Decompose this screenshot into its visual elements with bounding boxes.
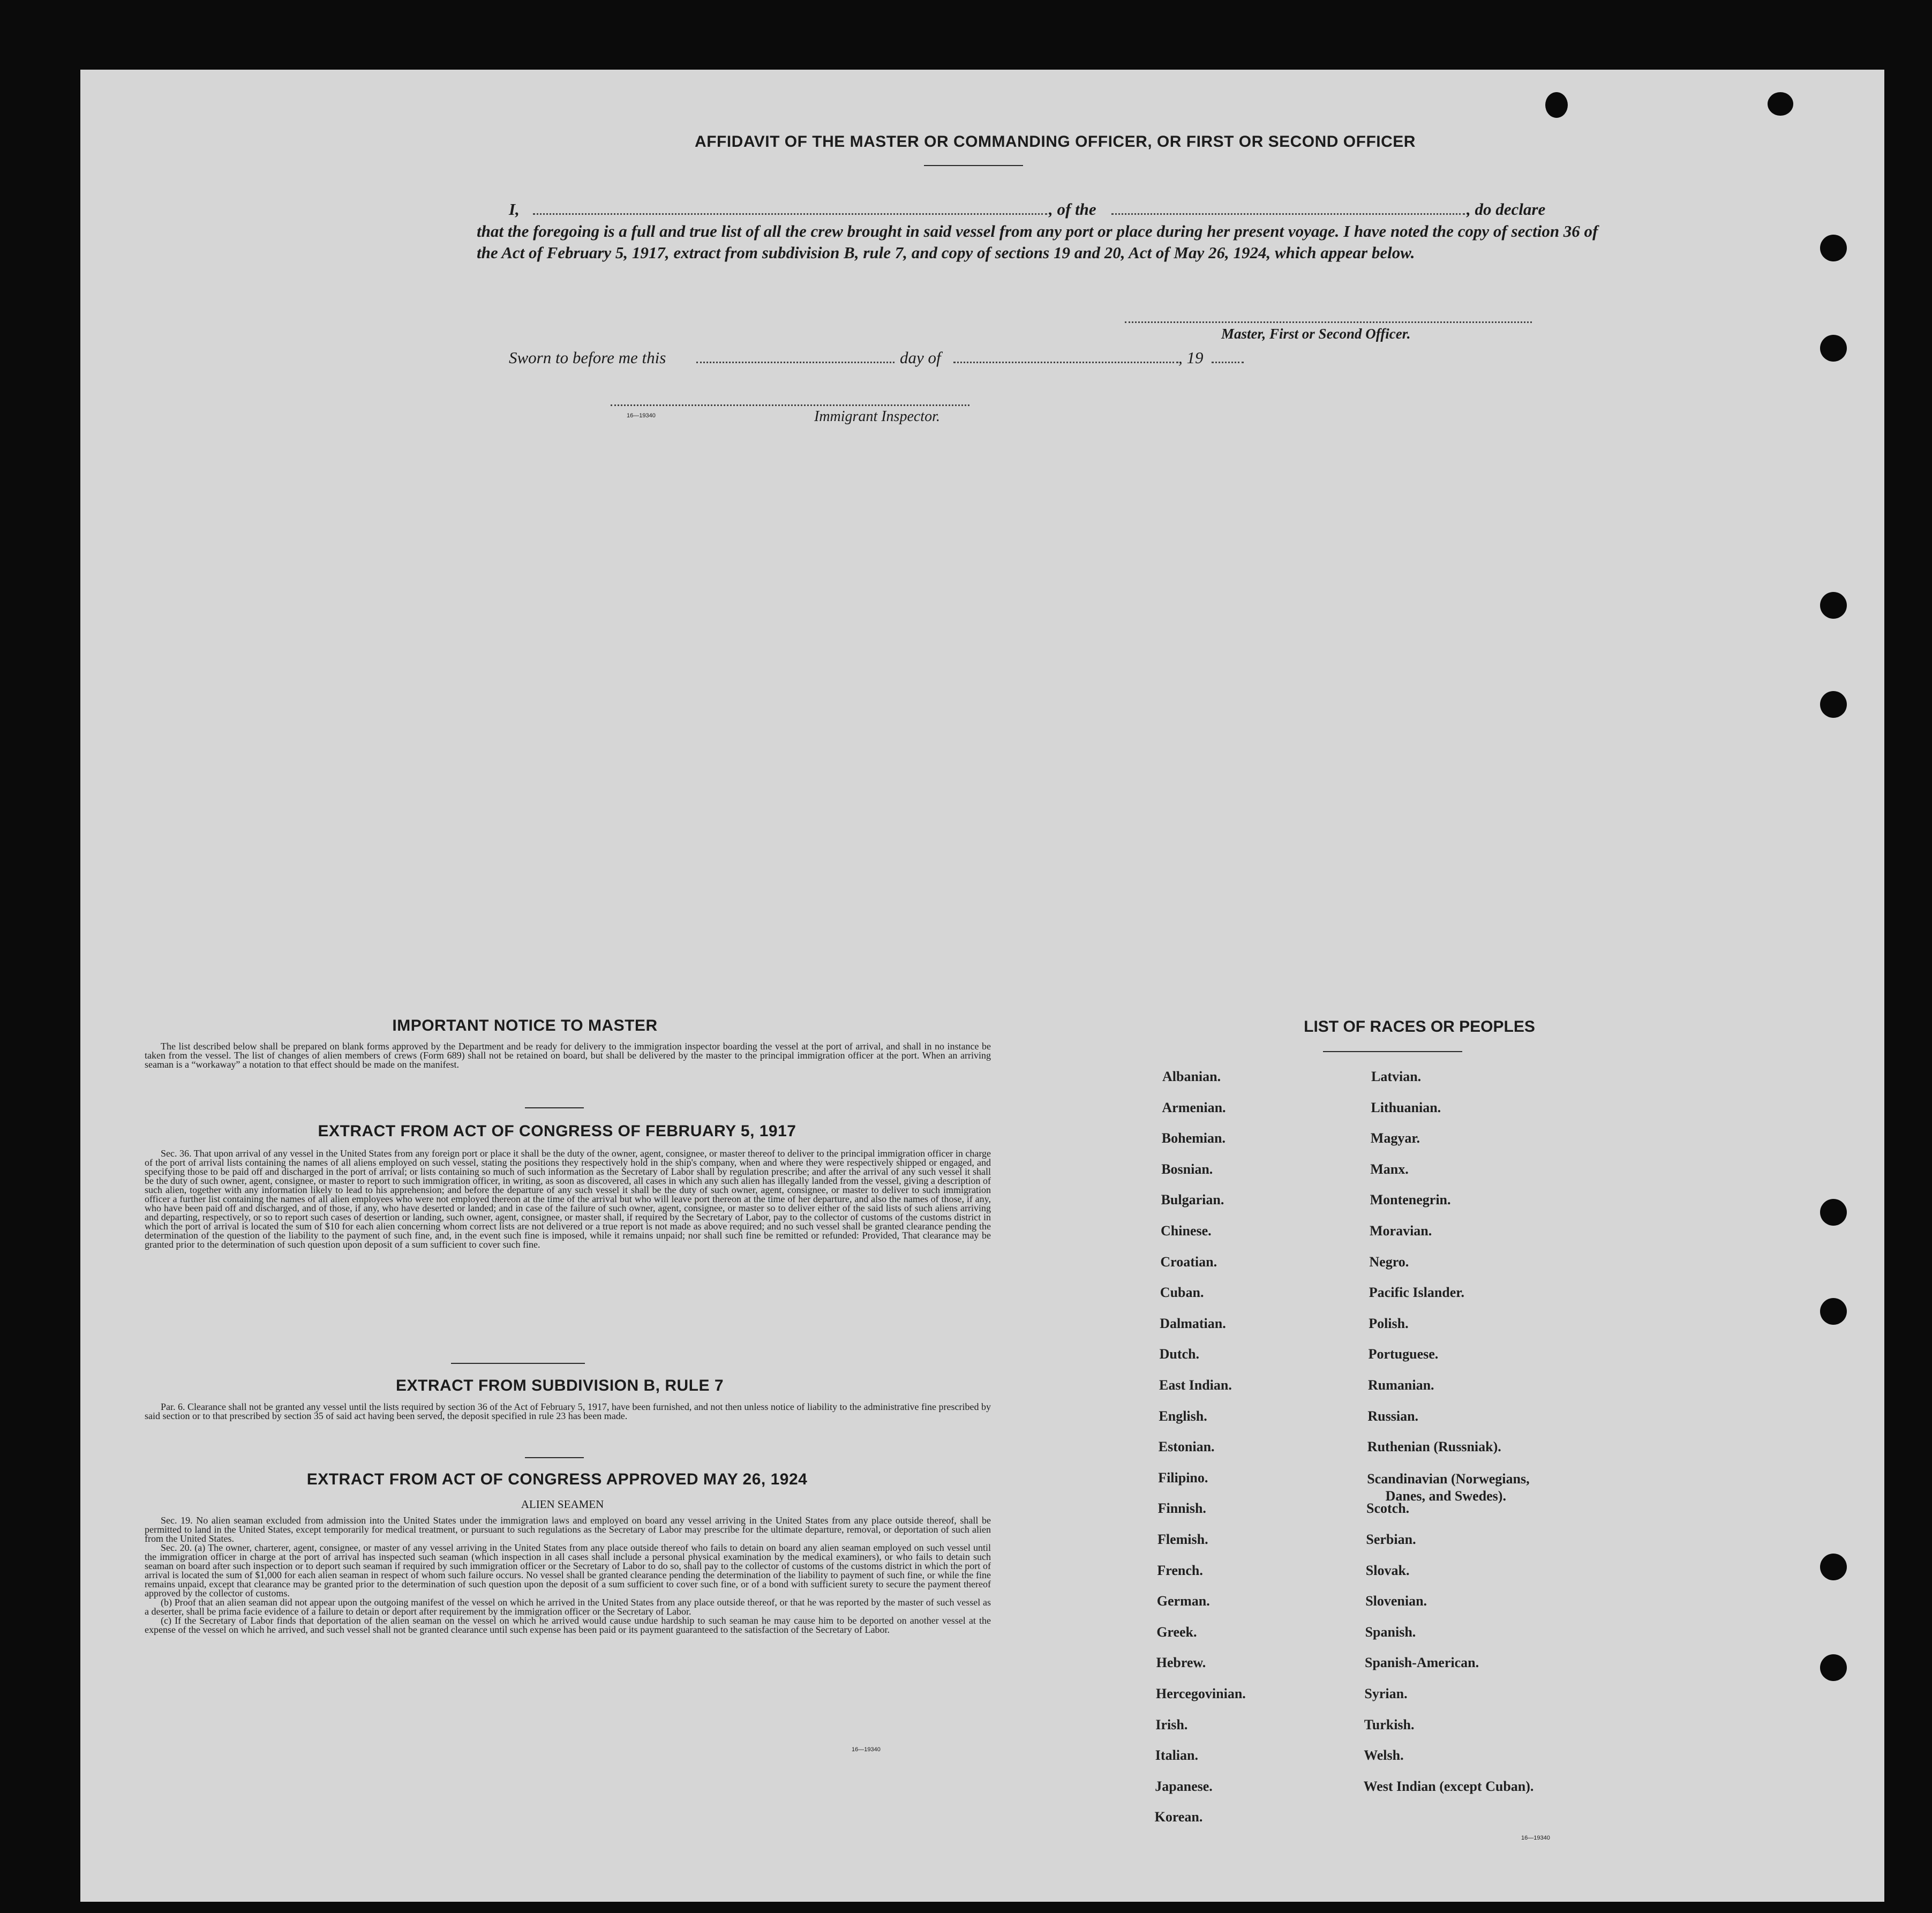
- race-item: Albanian.: [1162, 1069, 1221, 1084]
- form-code: 16—19340: [1521, 1835, 1550, 1841]
- race-item: Italian.: [1155, 1747, 1198, 1764]
- race-item: Turkish.: [1364, 1716, 1415, 1732]
- notice-title: IMPORTANT NOTICE TO MASTER: [392, 1017, 658, 1034]
- affidavit-of-the-label: , of the: [1049, 200, 1096, 219]
- race-item: Danes, and Swedes).: [1385, 1488, 1506, 1504]
- inspector-signature-line[interactable]: [611, 404, 969, 406]
- extract-1917-title: EXTRACT FROM ACT OF CONGRESS OF FEBRUARY 5, 1917: [318, 1122, 796, 1140]
- race-item: Hebrew.: [1156, 1655, 1206, 1671]
- name-blank-line[interactable]: [533, 213, 1047, 215]
- inspector-label: Immigrant Inspector.: [814, 408, 940, 425]
- section-divider: [451, 1363, 585, 1364]
- section-divider: [525, 1107, 584, 1108]
- race-item: Scotch.: [1366, 1501, 1410, 1517]
- affidavit-declare-label: , do declare: [1467, 200, 1546, 219]
- race-item: Bosnian.: [1161, 1161, 1213, 1177]
- sec-20c-text: (c) If the Secretary of Labor finds that deportation of the alien seaman on the vessel on which he arrived would cause undue hardship to such seaman he may cause him to be deported on another vessel at the expense of the vessel on which he arrived, and such vessel shall not be granted clearance until such expense has been paid or its payment guaranteed to the satisfaction of the Secretary of Labor.: [145, 1615, 991, 1635]
- race-item: Croatian.: [1160, 1254, 1217, 1270]
- affidavit-body: that the foregoing is a full and true list of all the crew brought in said vessel from any port or place during her present voyage. I have noted the copy of section 36 of the Act of February 5, 1917, extract from subdivision B, rule 7, and copy of sections 19 and 20, Act of May 26, 1924, which appear below.: [477, 222, 1598, 262]
- race-item: Spanish.: [1365, 1624, 1416, 1640]
- race-item: Estonian.: [1158, 1439, 1215, 1455]
- race-item: Japanese.: [1155, 1778, 1213, 1794]
- race-item: Portuguese.: [1368, 1346, 1439, 1362]
- race-item: Flemish.: [1157, 1532, 1208, 1547]
- race-item: Dutch.: [1159, 1346, 1199, 1362]
- sworn-year-label: , 19: [1178, 348, 1204, 367]
- form-code: 16—19340: [627, 412, 656, 419]
- race-item: German.: [1156, 1593, 1210, 1609]
- races-title-divider: [1323, 1051, 1462, 1052]
- race-item: Syrian.: [1364, 1686, 1408, 1701]
- race-item: Russian.: [1367, 1408, 1419, 1424]
- rule7-title: EXTRACT FROM SUBDIVISION B, RULE 7: [395, 1377, 724, 1394]
- notice-text: The list described below shall be prepared on blank forms approved by the Department and be ready for delivery to the immigration inspector boarding the vessel at the port of arrival, and shall in no instance be taken from the vessel. The list of changes of alien members of crews (Form 689) shall not be retained on board, but shall be delivered by the master to the principal immigration officer at the port. When an arriving seaman is a “workaway” a notation to that effect should be made on the manifest.: [145, 1041, 991, 1070]
- affidavit-title: AFFIDAVIT OF THE MASTER OR COMMANDING OFFICER, OR FIRST OR SECOND OFFICER: [695, 133, 1416, 151]
- sworn-month-blank[interactable]: [953, 362, 1178, 363]
- extract-1924-body: [145, 1516, 991, 1634]
- race-item: Slovenian.: [1365, 1593, 1427, 1609]
- punch-hole: [1820, 1199, 1847, 1226]
- race-item: Negro.: [1369, 1254, 1409, 1270]
- race-item: Manx.: [1370, 1161, 1409, 1177]
- alien-seamen-subtitle: ALIEN SEAMEN: [521, 1498, 604, 1511]
- extract-1917-text: Sec. 36. That upon arrival of any vessel in the United States from any foreign port or place it shall be the duty of the owner, agent, consignee, or master thereof to deliver to the principal immigration officer in charge of the port of arrival lists containing the names of all aliens employed on such vessel, stating the positions they respectively hold in the ship's company, when and where they were respectively shipped or engaged, and specifying those to be paid off and discharged in the port of arrival; or lists containing so much of such information as the Secretary of Labor shall by regulation prescribe; and after the arrival of any such vessel it shall be the duty of such owner, agent, consignee, or master to report to such immigration officer, in writing, as soon as discovered, all cases in which any such alien has illegally landed from the vessel, giving a description of such alien, together with any information likely to lead to his apprehension; and before the departure of any such vessel it shall be the duty of such owner, agent, consignee, or master to deliver to such immigration officer a further list containing the names of all alien employees who were not employed thereon at the time of the arrival but who will leave port thereon at the time of her departure, and also the names of those, if any, who have been paid off and discharged, and of those, if any, who have deserted or landed; and in case of the failure of such owner, agent, consignee, or master so to deliver either of the said lists of such aliens arriving and departing, respectively, or so to report such cases of desertion or landing, such owner, agent, consignee, or master shall, if required by the Secretary of Labor, pay to the collector of customs of the customs district in which the port of arrival is located the sum of $10 for each alien concerning whom correct lists are not delivered or a true report is not made as above required; and no such vessel shall be granted clearance pending the determination of the question of the liability to the payment of such fine, and, in the event such fine is imposed, while it remains unpaid; nor shall such fine be remitted or refunded: Provided, That clearance may be granted prior to the determination of such question upon deposit of a sum sufficient to cover such fine.: [145, 1148, 991, 1250]
- punch-hole: [1820, 691, 1847, 718]
- race-item: Filipino.: [1158, 1469, 1208, 1486]
- sworn-label: Sworn to before me this: [509, 348, 666, 367]
- race-item: Moravian.: [1370, 1223, 1432, 1239]
- master-signature-line[interactable]: [1125, 321, 1532, 323]
- section-divider: [525, 1457, 584, 1458]
- punch-hole: [1820, 235, 1847, 261]
- form-code: 16—19340: [852, 1746, 881, 1753]
- punch-hole: [1820, 1654, 1847, 1681]
- race-item: Korean.: [1154, 1809, 1203, 1825]
- sec-20a-text: Sec. 20. (a) The owner, charterer, agent, consignee, or master of any vessel arriving in the United States from any place outside thereof who fails to detain on board any alien seaman employed on such vessel until the immigration officer in charge at the port of arrival has inspected such seaman (which inspection in all cases shall include a personal physical examination by the medical examiners), or who fails to detain such seaman on board after such inspection or to deport such seaman if required by such immigration officer or the Secretary of Labor to do so, shall pay to the collector of customs of the customs district in which the port of arrival is located the sum of $1,000 for each alien seaman in respect of whom such failure occurs. No vessel shall be granted clearance pending the determination of the liability to payment of such fine, or while the fine remains unpaid, except that clearance may be granted prior to the determination of such question upon the deposit of a sum sufficient to cover such fine, or of a bond with sufficient surety to secure the payment thereof approved by the collector of customs.: [145, 1542, 991, 1599]
- rule7-text: Par. 6. Clearance shall not be granted any vessel until the lists required by section 36 of the Act of February 5, 1917, have been furnished, and not then unless notice of liability to the administrative fine prescribed by said section or to that prescribed by section 35 of said act having been served, the deposit specified in rule 23 has been made.: [145, 1401, 991, 1421]
- race-item: Scandinavian (Norwegians,: [1367, 1471, 1530, 1487]
- race-item: Welsh.: [1364, 1747, 1404, 1764]
- race-item: Lithuanian.: [1371, 1099, 1441, 1115]
- race-item: Slovak.: [1365, 1562, 1410, 1578]
- race-item: Bulgarian.: [1161, 1192, 1224, 1208]
- race-item: East Indian.: [1159, 1377, 1232, 1393]
- race-item: Chinese.: [1161, 1223, 1212, 1239]
- race-item: Polish.: [1369, 1315, 1409, 1331]
- race-item: Pacific Islander.: [1369, 1285, 1464, 1301]
- sec-19-text: Sec. 19. No alien seaman excluded from admission into the United States under the immigration laws and employed on board any vessel arriving in the United States from any place outside thereof, shall be permitted to land in the United States, except temporarily for medical treatment, or pursuant to such regulations as the Secretary of Labor may prescribe for the ultimate departure, removal, or deportation of such alien from the United States.: [145, 1515, 991, 1544]
- race-item: Finnish.: [1157, 1501, 1206, 1517]
- races-title: LIST OF RACES OR PEOPLES: [1304, 1018, 1535, 1036]
- race-item: West Indian (except Cuban).: [1363, 1778, 1534, 1794]
- race-item: French.: [1157, 1562, 1203, 1578]
- race-item: Cuban.: [1160, 1285, 1204, 1301]
- master-signature-label: Master, First or Second Officer.: [1221, 326, 1411, 342]
- race-item: Magyar.: [1370, 1130, 1420, 1146]
- punch-hole: [1820, 592, 1847, 619]
- sworn-day-of-label: day of: [900, 348, 941, 367]
- punch-hole: [1820, 1554, 1847, 1580]
- affidavit-i-label: I,: [509, 200, 520, 219]
- race-item: Serbian.: [1366, 1532, 1416, 1547]
- sec-20b-text: (b) Proof that an alien seaman did not appear upon the outgoing manifest of the vessel on which he arrived in the United States from any place outside thereof, or that he was reported by the master of such vessel as a deserter, shall be prima facie evidence of a failure to detain or deport after requirement by the immigration officer or the Secretary of Labor.: [145, 1597, 991, 1617]
- race-item: Armenian.: [1162, 1099, 1226, 1115]
- race-item: Greek.: [1156, 1624, 1197, 1640]
- title-divider: [924, 165, 1023, 166]
- race-item: Dalmatian.: [1160, 1315, 1226, 1331]
- punch-hole: [1768, 92, 1793, 116]
- vessel-blank-line[interactable]: [1111, 213, 1465, 215]
- race-item: Latvian.: [1371, 1069, 1422, 1084]
- sworn-year-blank[interactable]: [1212, 362, 1244, 363]
- punch-hole: [1545, 92, 1568, 118]
- race-item: Spanish-American.: [1365, 1655, 1479, 1671]
- sworn-date-blank[interactable]: [696, 362, 894, 363]
- punch-hole: [1820, 335, 1847, 362]
- race-item: Bohemian.: [1161, 1130, 1226, 1146]
- race-item: Montenegrin.: [1370, 1192, 1451, 1208]
- punch-hole: [1820, 1298, 1847, 1325]
- race-item: Irish.: [1155, 1716, 1188, 1732]
- form-sheet: [80, 70, 1884, 1902]
- race-item: Hercegovinian.: [1156, 1686, 1246, 1701]
- race-item: English.: [1159, 1408, 1207, 1424]
- race-item: Ruthenian (Russniak).: [1367, 1439, 1501, 1455]
- extract-1924-title: EXTRACT FROM ACT OF CONGRESS APPROVED MAY 26, 1924: [306, 1471, 808, 1488]
- race-item: Rumanian.: [1368, 1377, 1434, 1393]
